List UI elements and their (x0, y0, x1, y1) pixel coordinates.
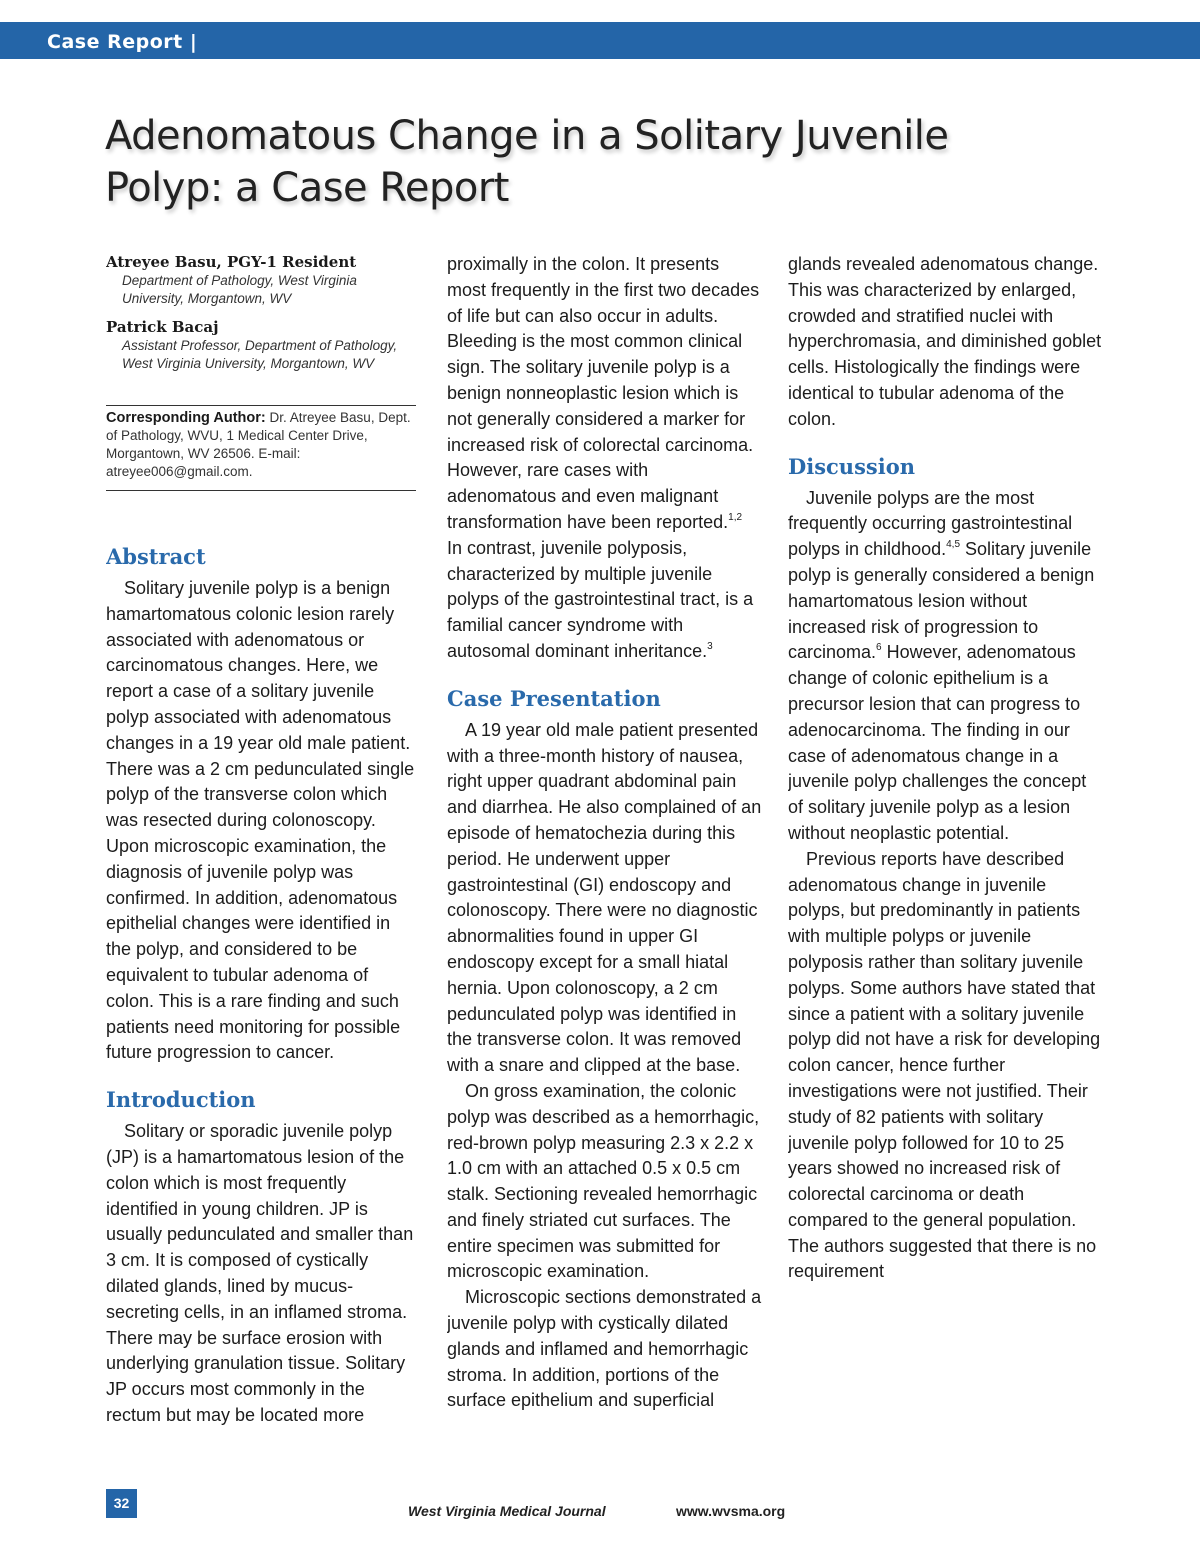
introduction-paragraph-continued: proximally in the colon. It presents most frequently in the first two decades of life but can also occur in adults. Bleeding is the most common clinical sign. The solitary juvenile polyp is a benign nonneoplastic lesion which is not generally considered a marker for increased risk of colorectal carcinoma. However, rare cases with adenomatous and even malignant transformation have been reported.$^{1,2}$ (447, 254, 760, 532)
discussion-paragraph-2: Previous reports have described adenomatous change in juvenile polyps, but predominantly in patients with multiple polyps or juvenile polyposis rather than solitary juvenile polyps. Some authors have stated that since a patient with a solitary juvenile polyp did not have a risk for developing colon cancer, hence further investigations were not justified. Their study of 82 patients with solitary juvenile polyp followed for 10 to 25 years showed no increased risk of colorectal carcinoma or death compared to the general population. The authors suggested that there is no requirement (788, 848, 1101, 1282)
case-paragraph-1: A 19 year old male patient presented with a three-month history of nausea, right upper quadrant abdominal pain and diarrhea. He also complained of an episode of hematochezia during this period. He underwent upper gastrointestinal (GI) endoscopy and colonoscopy. There were no diagnostic abnormalities found in upper GI endoscopy except for a small hiatal hernia. Upon colonoscopy, a 2 cm pedunculated polyp was identified in the transverse colon. It was removed with a snare and clipped at the base. (447, 719, 762, 1076)
section-header-bar (0, 22, 1200, 59)
discussion-heading: Discussion (788, 453, 915, 479)
page-number: 32 (106, 1489, 137, 1518)
introduction-paragraph-2: In contrast, juvenile polyposis, characterized by multiple juvenile polyps of the gastrointestinal tract, is a familial cancer syndrome with autosomal dominant inheritance.$^3$ (447, 537, 754, 661)
introduction-paragraph: Solitary or sporadic juvenile polyp (JP) is a hamartomatous lesion of the colon which is most frequently identified in young children. JP is usually pedunculated and smaller than 3 cm. It is composed of cystically dilated glands, lined by mucus-secreting cells, in an inflamed stroma. There may be surface erosion with underlying granulation tissue. Solitary JP occurs most commonly in the rectum but may be located more (106, 1121, 414, 1425)
corresponding-text: Dr. Atreyee Basu, Dept. of Pathology, WVU, 1 Medical Center Drive, Morgantown, WV 26506. E-mail: atreyee006@gmail.com. (106, 410, 411, 479)
case-paragraph-3: Microscopic sections demonstrated a juvenile polyp with cystically dilated glands and inflamed and hemorrhagic stroma. In addition, portions of the surface epithelium and superficial (447, 1287, 762, 1411)
abstract-heading: Abstract (106, 544, 206, 569)
footer-url[interactable]: www.wvsma.org (676, 1503, 786, 1519)
section-label: Case Report | (47, 31, 198, 53)
footer-journal-name: West Virginia Medical Journal (408, 1503, 606, 1519)
corresponding-label: Corresponding Author: (106, 410, 266, 426)
case-presentation-heading: Case Presentation (447, 685, 661, 711)
author-name: Patrick Bacaj (106, 318, 219, 336)
introduction-heading: Introduction (106, 1087, 256, 1113)
column-1 (106, 252, 416, 1440)
citation-ref: 6 (876, 642, 882, 654)
column-3 (788, 252, 1103, 1440)
author-affiliation: Department of Pathology, West Virginia University, Morgantown, WV (122, 273, 357, 306)
article-title: Adenomatous Change in a Solitary Juvenile Polyp: a Case Report (105, 113, 949, 211)
corresponding-author (106, 405, 416, 491)
citation-ref: 4,5 (946, 539, 961, 551)
column-2 (447, 252, 762, 1440)
citation-ref: 1,2 (728, 511, 743, 523)
author-affiliation: Assistant Professor, Department of Pathology, West Virginia University, Morgantown, WV (122, 338, 398, 371)
author-block (106, 252, 416, 373)
citation-ref: 3 (707, 640, 713, 652)
discussion-paragraph-1: Juvenile polyps are the most frequently occurring gastrointestinal polyps in childhood.$^{4,5}$ Solitary juvenile polyp is generally considered a benign hamartomatous lesion without increased risk of progression to carcinoma.$^6$ However, adenomatous change of colonic epithelium is a precursor lesion that can progress to adenocarcinoma. The finding in our case of adenomatous change in a juvenile polyp challenges the concept of solitary juvenile polyp as a lesion without neoplastic potential. (788, 487, 1095, 843)
case-paragraph-2: On gross examination, the colonic polyp was described as a hemorrhagic, red-brown polyp measuring 2.3 x 2.2 x 1.0 cm with an attached 0.5 x 0.5 cm stalk. Sectioning revealed hemorrhagic and finely striated cut surfaces. The entire specimen was submitted for microscopic examination. (447, 1080, 760, 1282)
author-name: Atreyee Basu, PGY-1 Resident (106, 253, 357, 271)
abstract-body: Solitary juvenile polyp is a benign hamartomatous colonic lesion rarely associated with adenomatous or carcinomatous changes. Here, we report a case of a solitary juvenile polyp associated with adenomatous changes in a 19 year old male patient. There was a 2 cm pedunculated single polyp of the transverse colon which was resected during colonoscopy. Upon microscopic examination, the diagnosis of juvenile polyp was confirmed. In addition, adenomatous epithelial changes were identified in the polyp, and considered to be equivalent to tubular adenoma of colon. This is a rare finding and such patients need monitoring for possible future progression to cancer. (106, 578, 415, 1063)
case-paragraph-3-continued: glands revealed adenomatous change. This was characterized by enlarged, crowded and stratified nuclei with hyperchromasia, and diminished goblet cells. Histologically the findings were identical to tubular adenoma of the colon. (788, 254, 1102, 429)
